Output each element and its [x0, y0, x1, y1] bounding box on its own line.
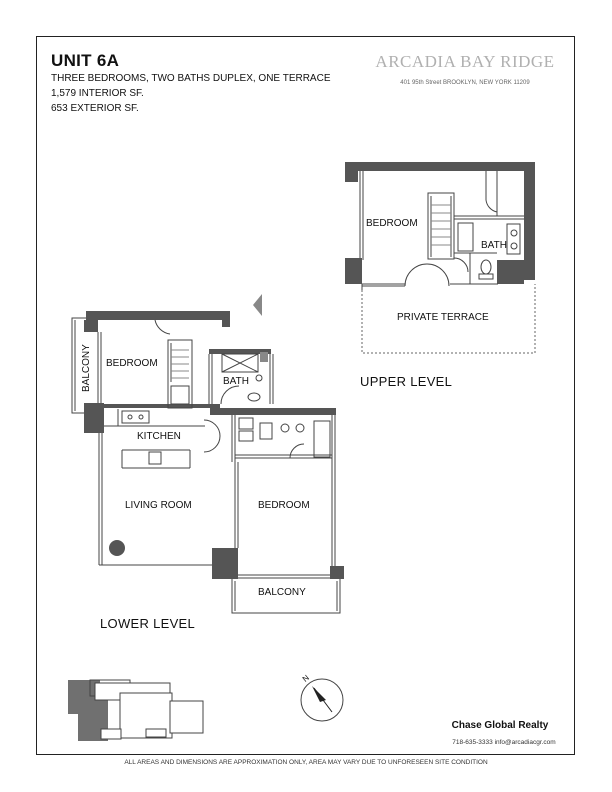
unit-description: THREE BEDROOMS, TWO BATHS DUPLEX, ONE TERRACE — [51, 73, 331, 84]
upper-level-label: UPPER LEVEL — [360, 374, 453, 389]
brand-address: 401 95th Street BROOKLYN, NEW YORK 11209 — [400, 80, 530, 86]
disclaimer: ALL AREAS AND DIMENSIONS ARE APPROXIMATION ONLY, AREA MAY VARY DUE TO UNFORESEEN SITE CONDITION — [124, 759, 488, 766]
lower-bedroom-left-label: BEDROOM — [106, 358, 158, 369]
upper-bath-label: BATH — [481, 240, 507, 251]
upper-bedroom-label: BEDROOM — [366, 218, 418, 229]
lower-bath-label: BATH — [223, 376, 249, 387]
realty-name: Chase Global Realty — [451, 720, 549, 731]
living-room-label: LIVING ROOM — [125, 500, 192, 511]
kitchen-label: KITCHEN — [137, 431, 181, 442]
bottom-balcony-label: BALCONY — [258, 587, 306, 598]
exterior-area: 653 EXTERIOR SF. — [51, 103, 139, 114]
stair-arrow — [253, 294, 262, 316]
interior-area: 1,579 INTERIOR SF. — [51, 88, 144, 99]
lower-level-label: LOWER LEVEL — [100, 616, 196, 631]
left-balcony-label: BALCONY — [81, 344, 92, 392]
private-terrace-label: PRIVATE TERRACE — [397, 312, 489, 323]
lower-level-plan — [72, 311, 344, 613]
realty-contact — [440, 739, 568, 746]
realty-phone: 718-635-3333 — [452, 739, 493, 746]
unit-title: UNIT 6A — [51, 51, 120, 70]
compass-icon — [301, 679, 343, 721]
realty-email: info@arcadiacgr.com — [494, 739, 556, 746]
key-plan — [68, 680, 203, 741]
brand-name: ARCADIA BAY RIDGE — [375, 52, 555, 71]
lower-bedroom-right-label: BEDROOM — [258, 500, 310, 511]
upper-level-plan — [345, 162, 535, 353]
compass-north-label: N — [300, 673, 311, 684]
